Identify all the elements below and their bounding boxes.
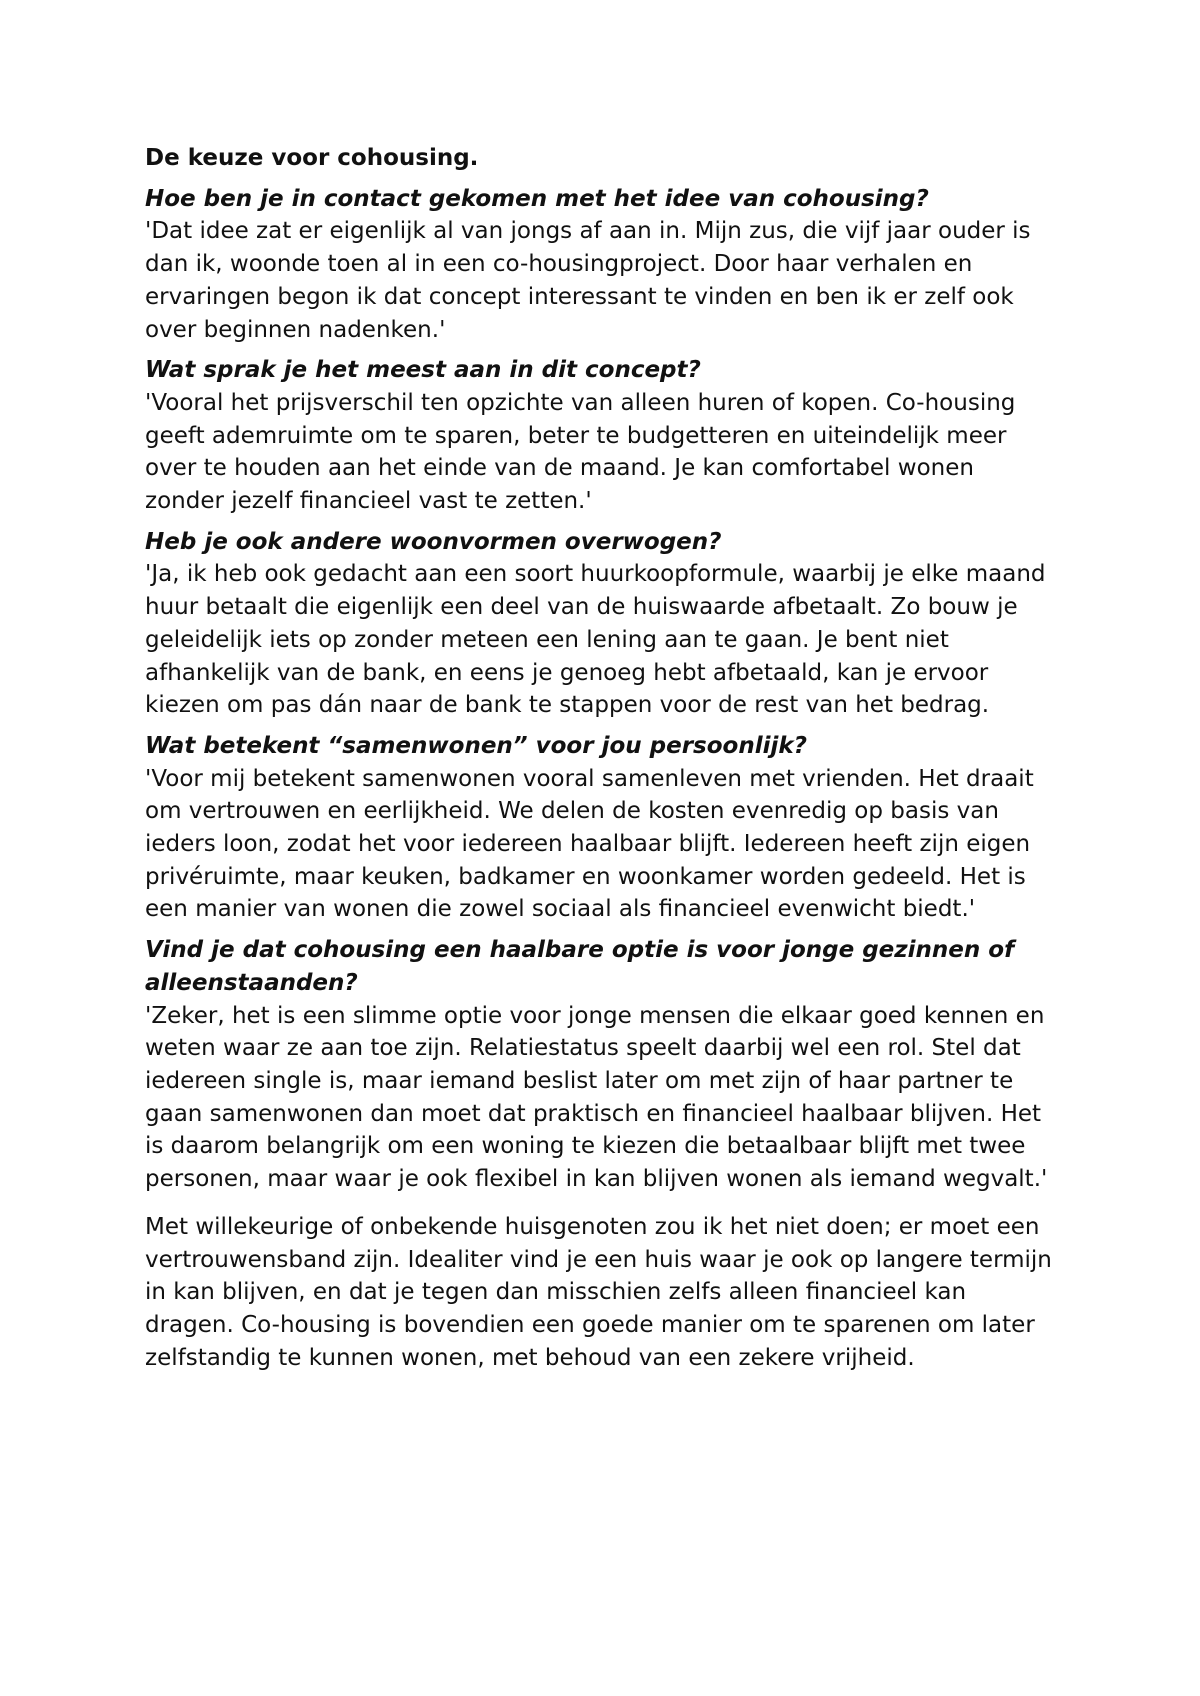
- qa-block-4: [145, 730, 1055, 926]
- qa-block-1: [145, 183, 1055, 347]
- qa-block-5: [145, 934, 1055, 1196]
- answer-3: 'Ja, ik heb ook gedacht aan een soort huurkoopformule, waarbij je elke maand huur betaalt die eigenlijk een deel van de huiswaarde afbetaalt. Zo bouw je geleidelijk iets op zonder meteen een lening aan te gaan. Je bent niet afhankelijk van de bank, en eens je genoeg hebt afbetaald, kan je ervoor kiezen om pas dán naar de bank te stappen voor de rest van het bedrag.: [145, 561, 1046, 719]
- question-4: Wat betekent “samenwonen” voor jou persoonlijk?: [145, 732, 807, 759]
- answer-2: 'Vooral het prijsverschil ten opzichte van alleen huren of kopen. Co-housing geeft ademruimte om te sparen, beter te budgetteren en uiteindelijk meer over te houden aan het einde van de maand. Je kan comfortabel wonen zonder jezelf financieel vast te zetten.': [145, 389, 1016, 515]
- answer-4: 'Voor mij betekent samenwonen vooral samenleven met vrienden. Het draait om vertrouwen en eerlijkheid. We delen de kosten evenredig op basis van ieders loon, zodat het voor iedereen haalbaar blijft. Iedereen heeft zijn eigen privéruimte, maar keuken, badkamer en woonkamer worden gedeeld. Het is een manier van wonen die zowel sociaal als financieel evenwicht biedt.': [145, 765, 1034, 923]
- qa-block-3: [145, 526, 1055, 722]
- closing-paragraph: Met willekeurige of onbekende huisgenoten zou ik het niet doen; er moet een vertrouwensband zijn. Idealiter vind je een huis waar je ook op langere termijn in kan blijven, en dat je tegen dan misschien zelfs alleen financieel kan dragen. Co-housing is bovendien een goede manier om te sparenen om later zelfstandig te kunnen wonen, met behoud van een zekere vrijheid.: [145, 1213, 1052, 1371]
- answer-1: 'Dat idee zat er eigenlijk al van jongs af aan in. Mijn zus, die vijf jaar ouder is dan ik, woonde toen al in een co-housingproject. Door haar verhalen en ervaringen begon ik dat concept interessant te vinden en ben ik er zelf ook over beginnen nadenken.': [145, 218, 1031, 343]
- question-1: Hoe ben je in contact gekomen met het idee van cohousing?: [145, 185, 929, 212]
- answer-5: 'Zeker, het is een slimme optie voor jonge mensen die elkaar goed kennen en weten waar ze aan toe zijn. Relatiestatus speelt daarbij wel een rol. Stel dat iedereen single is, maar iemand beslist later om met zijn of haar partner te gaan samenwonen dan moet dat praktisch en financieel haalbaar blijven. Het is daarom belangrijk om een woning te kiezen die betaalbaar blijft met twee personen, maar waar je ook flexibel in kan blijven wonen als iemand wegvalt.': [145, 1002, 1048, 1193]
- question-3: Heb je ook andere woonvormen overwogen?: [145, 528, 722, 555]
- question-2: Wat sprak je het meest aan in dit concept?: [145, 357, 701, 384]
- document-title: De keuze voor cohousing.: [145, 145, 479, 171]
- qa-block-2: [145, 354, 1055, 518]
- question-5: Vind je dat cohousing een haalbare optie is voor jonge gezinnen of alleenstaanden?: [145, 937, 1015, 996]
